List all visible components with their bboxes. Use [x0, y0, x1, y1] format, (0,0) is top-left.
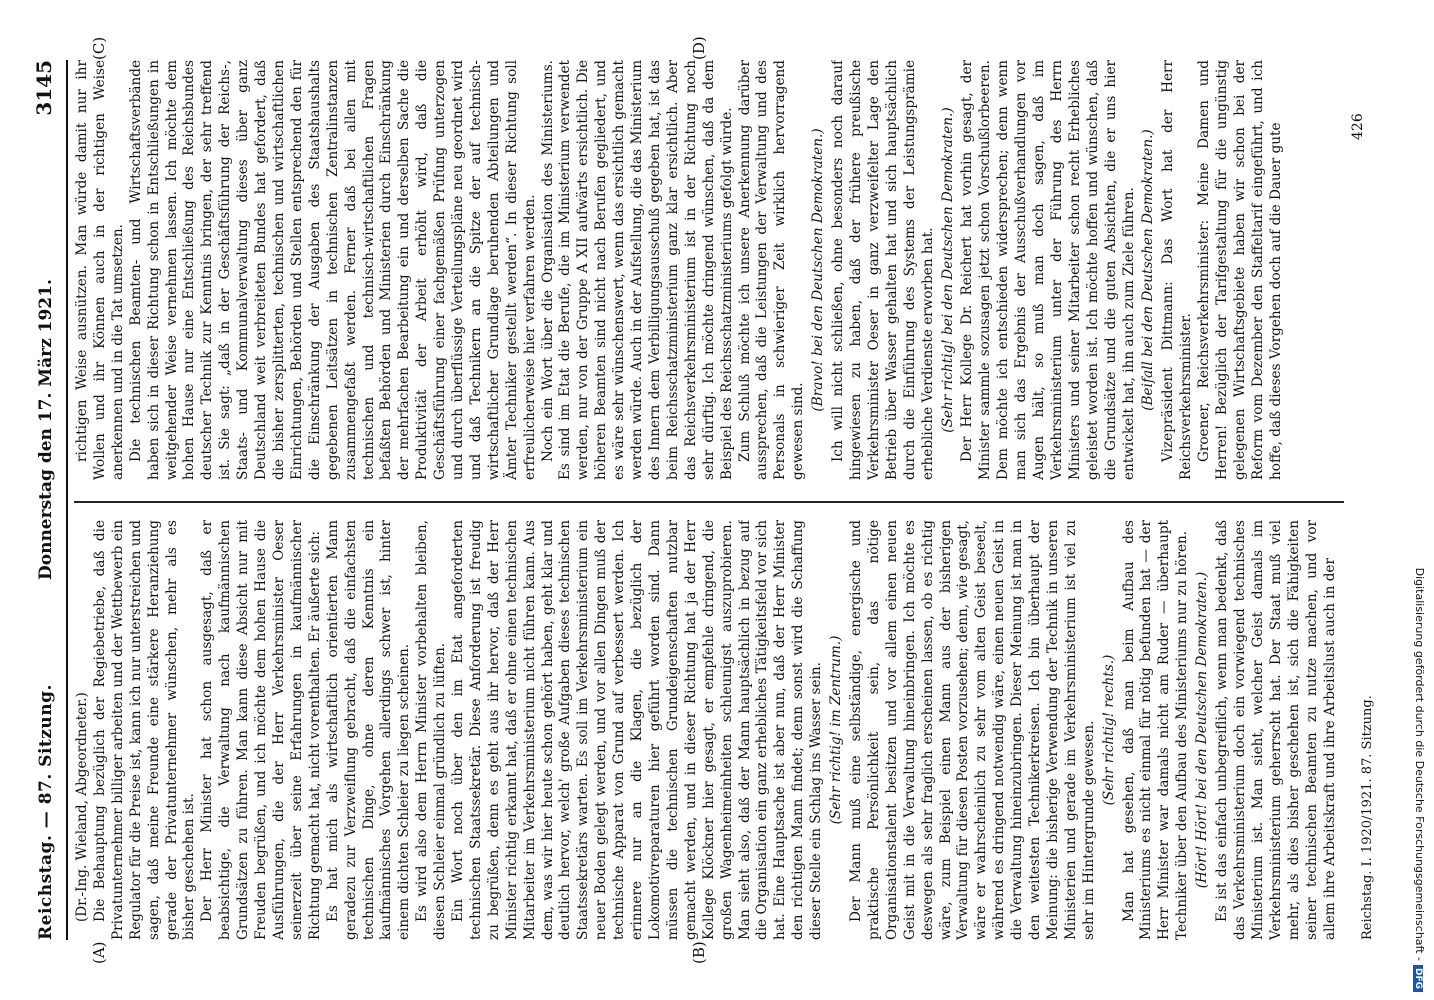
header-page-number: 3145 — [32, 60, 56, 116]
paragraph: Vizepräsident Dittmann: Das Wort hat der Herr Reichsverkehrsminister. — [1160, 60, 1195, 480]
header-rule — [66, 60, 68, 940]
paragraph: Es hat mich als wirtschaftlich orientierten Mann geradezu zur Verzweiflung gebracht, daß die einfachsten technischen Dinge, ohne deren Kenntnis ein kaufmännisches Vorgehen allerdings schwer ist, hinter einem dichten Schleier zu liegen scheinen. — [324, 520, 413, 940]
paragraph: Ein Wort noch über den im Etat angeforderten technischen Staatssekretär. Diese Anforderung ist freudig zu begrüßen, denn es geht aus ihr hervor, daß der Herr Minister richtig erkannt hat, daß er ohne einen technischen Mitarbeiter im Verkehrsministerium nicht führen kann. Aus dem, was wir hier heute schon gehört haben, geht klar und deutlich hervor, welch' große Aufgaben dieses technischen Staatssekretärs warten. Es soll im Verkehrsministerium ein neuer Boden gelegt werden, und vor allen Dingen muß der technische Apparat von Grund auf verbessert werden. Ich erinnere nur an die Klagen, die bezüglich der Lokomotivreparaturen hier geführt worden sind. Dann müssen die technischen Grundeigenschaften nutzbar gemacht werden, und in dieser Richtung hat ja der Herr Kollege Klöckner hier gesagt, er empfehle dringend, die großen Wagenheimeinheiten schleunigst auszuprobieren. Man sieht also, daß der Mann hauptsächlich in bezug auf die Organisation ein ganz erhebliches Tätigkeitsfeld vor sich hat. Eine Hauptsache ist aber nun, daß der Herr Minister den richtigen Mann findet; denn sonst wird die Schaffung dieser Stelle ein Schlag ins Wasser sein. — [450, 520, 825, 940]
paragraph: Groener, Reichsverkehrsminister: Meine Damen und Herren! Bezüglich der Tarifgestaltung für die ungünstig gelegenen Wirtschaftsgebiete haben wir schon bei der Reform vom Dezember den Staffeltarif eingeführt, und ich hoffe, daß dieses Vorgehen doch auf die Dauer gute — [1196, 60, 1284, 480]
paragraph: Ich will nicht schließen, ohne besonders noch darauf hingewiesen zu haben, daß der frühere preußische Verkehrsminister Oeser in ganz verzweifelter Lage den Betrieb über Wasser gehalten hat und sich hauptsächlich durch die Einführung des Systems der Leistungsprämie erhebliche Verdienste erworben hat. — [830, 60, 936, 480]
bottom-page-number: 426 — [1350, 113, 1366, 140]
paragraph: Es ist das einfach unbegreiflich, wenn man bedenkt, daß das Verkehrsministerium doch ein vorwiegend technisches Ministerium ist. Man sieht, welcher Geist damals im Verkehrsministerium geherrscht hat. Der Staat muß viel mehr, als dies bisher geschehen ist, sich die Fähigkeiten seiner technischen Beamten zu nutze machen, und vor allem ihre Arbeitskraft und ihre Arbeitslust auch in der — [1214, 520, 1338, 940]
paragraph: Zum Schluß möchte ich unsere Anerkennung darüber aussprechen, daß die Leistungen der Verwaltung und des Personals in schwieriger Zeit wirklich hervorragend gewesen sind. — [736, 60, 807, 480]
paragraph: Der Herr Kollege Dr. Reichert hat vorhin gesagt, der Minister sammle sozusagen jetzt schon Vorschußlorbeeren. Dem möchte ich entschieden widersprechen; denn wenn man sich das Ergebnis der Ausschußverhandlungen vor Augen hält, so muß man doch sagen, daß im Verkehrsministerium unter der Führung des Herrn Ministers und seiner Mitarbeiter schon recht Erhebliches geleistet worden ist. Ich möchte hoffen und wünschen, daß die Grundsätze und die guten Absichten, die er uns hier entwickelt hat, ihn auch zum Ziele führen. — [959, 60, 1137, 480]
interjection: (Sehr richtig! bei den Deutschen Demokraten.) — [939, 107, 956, 433]
interjection: (Bravo! bei den Deutschen Demokraten.) — [810, 128, 827, 412]
marker-b: (B) — [690, 941, 708, 964]
interjection: (Beifall bei den Deutschen Demokraten.) — [1140, 129, 1157, 411]
right-column — [74, 60, 1344, 480]
paragraph: Der Mann muß eine selbständige, energische und praktische Persönlichkeit sein, das nötige Organisationstalent besitzen und vor allem einen neuen Geist mit in die Verwaltung hineinbringen. Ich möchte es deswegen als sehr fraglich erscheinen lassen, ob es richtig wäre, zum Beispiel einen Mann aus der bisherigen Verwaltung für diesen Posten vorzusehen; denn, wie gesagt, wäre er wahrscheinlich zu sehr vom alten Geist beseelt, während es dringend notwendig wäre, einen neuen Geist in die Verwaltung hineinzubringen. Dieser Meinung ist man in den weitesten Technikerkreisen. Ich bin überhaupt der Meinung: die bisherige Verwendung der Technik in unseren Ministerien und gerade im Verkehrsministerium ist viel zu sehr im Hintergrunde gewesen. — [847, 520, 1097, 940]
credit-text-wrap — [1406, 8, 1426, 992]
paragraph: Es wird also dem Herrn Minister vorbehalten bleiben, diesen Schleier einmal gründlich zu lüften. — [414, 520, 449, 940]
header-date: Donnerstag den 17. März 1921. — [36, 279, 56, 580]
header-left: Reichstag. — 87. Sitzung. — [36, 684, 56, 940]
footer: Reichstag. I. 1920/1921. 87. Sitzung. — [1360, 695, 1375, 940]
dfg-logo: DFG — [1413, 965, 1423, 992]
paragraph: Noch ein Wort über die Organisation des Ministeriums. Es sind im Etat die Berufe, die im Ministerium verwendet werden, nur von der Gruppe A XII aufwärts ersichtlich. Die höheren Beamten sind nicht nach Berufen gegliedert, und es wäre sehr wünschenswert, wenn das ersichtlich gemacht werden würde. Auch in der Aufstellung, die das Ministerium des Innern dem Verbilligungsausschuß gegeben hat, ist das beim Reichsschatzministerium ganz klar ersichtlich. Aber das Reichsverkehrsministerium ist in der Richtung noch sehr dürftig. Ich möchte dringend wünschen, daß da dem Beispiel des Reichsschatzministeriums gefolgt würde. — [539, 60, 735, 480]
column-divider — [74, 501, 1344, 503]
interjection: (Sehr richtig! im Zentrum.) — [828, 635, 845, 825]
credit-text: Digitalisierung gefördert durch die Deutsche Forschungsgemeinschaft - — [1413, 567, 1426, 961]
paragraph: Der Herr Minister hat schon ausgesagt, daß er beabsichtige, die Verwaltung nach kaufmännischen Grundsätzen zu führen. Man kann diese Absicht nur mit Freuden begrüßen, und ich möchte dem hohen Hause die Ausführungen, die der Herr Verkehrsminister Oeser seinerzeit über seine Erfahrungen in kaufmännischer Richtung gemacht hat, nicht vorenthalten. Er äußerte sich: — [199, 520, 323, 940]
marker-d: (D) — [690, 36, 708, 60]
marker-c: (C) — [90, 36, 108, 60]
paragraph: richtigen Weise ausnützen. Man würde damit nur ihr Wollen und ihr Können auch in der richtigen Weise anerkennen und in die Tat umsetzen. — [74, 60, 126, 480]
paragraph: (Dr.-Ing. Wieland, Abgeordneter.) — [74, 692, 90, 922]
interjection: (Sehr richtig! rechts.) — [1100, 654, 1117, 806]
paragraph: Man hat gesehen, daß man beim Aufbau des Ministeriums es nicht einmal für nötig befunden hat — der Herr Minister war damals nicht am Ruder — überhaupt Techniker über den Aufbau des Ministeriums nur zu hören. — [1120, 520, 1191, 940]
interjection: (Hört! Hört! bei den Deutschen Demokraten.) — [1194, 571, 1211, 889]
page-header — [28, 60, 68, 940]
marker-a: (A) — [90, 941, 108, 964]
credit-strip — [1408, 8, 1428, 992]
paragraph: Die technischen Beamten- und Wirtschaftsverbände haben sich in dieser Richtung schon in Entschließungen in weitgehender Weise vernehmen lassen. Ich möchte dem hohen Hause nur eine Entschließung des Reichsbundes deutscher Technik zur Kenntnis bringen, der sehr treffend ist. Sie sagt: „daß in der Geschäftsführung der Reichs-, Staats- und Kommunalverwaltung dieses über ganz Deutschland weit verbreiteten Bundes hat gefordert, daß die bisher zersplitterten, technischen und wirtschaftlichen Einrichtungen, Behörden und Stellen entsprechend den für die Einschränkung der Ausgaben des Staatshaushalts gegebenen Leitsätzen in technischen Zentralinstanzen zusammengefaßt werden. Ferner daß bei allen mit technischen und technisch-wirtschaftlichen Fragen befaßten Behörden und Ministerien durch Einschränkung der mehrfachen Bearbeitung ein und derselben Sache die Produktivität der Arbeit erhöht wird, daß die Geschäftsführung einer fachgemäßen Prüfung unterzogen und durch überflüssige Verteilungspläne neu geordnet wird und daß Technikern an die Spitze der auf technisch-wirtschaftlicher Grundlage beruhenden Abteilungen und Ämter Techniker gestellt werden“. In dieser Richtung soll erfreulicherweise hier verfahren werden. — [127, 60, 538, 480]
left-column — [74, 520, 1344, 940]
paragraph: Die Behauptung bezüglich der Regiebetriebe, daß die Privatunternehmer billiger arbeiten und der Wettbewerb ein Regulator für die Preise ist, kann ich nur unterstreichen und sagen, daß meine Freunde eine stärkere Heranziehung gerade der Privatunternehmer wünschen, mehr als es bisher geschehen ist. — [91, 520, 198, 940]
